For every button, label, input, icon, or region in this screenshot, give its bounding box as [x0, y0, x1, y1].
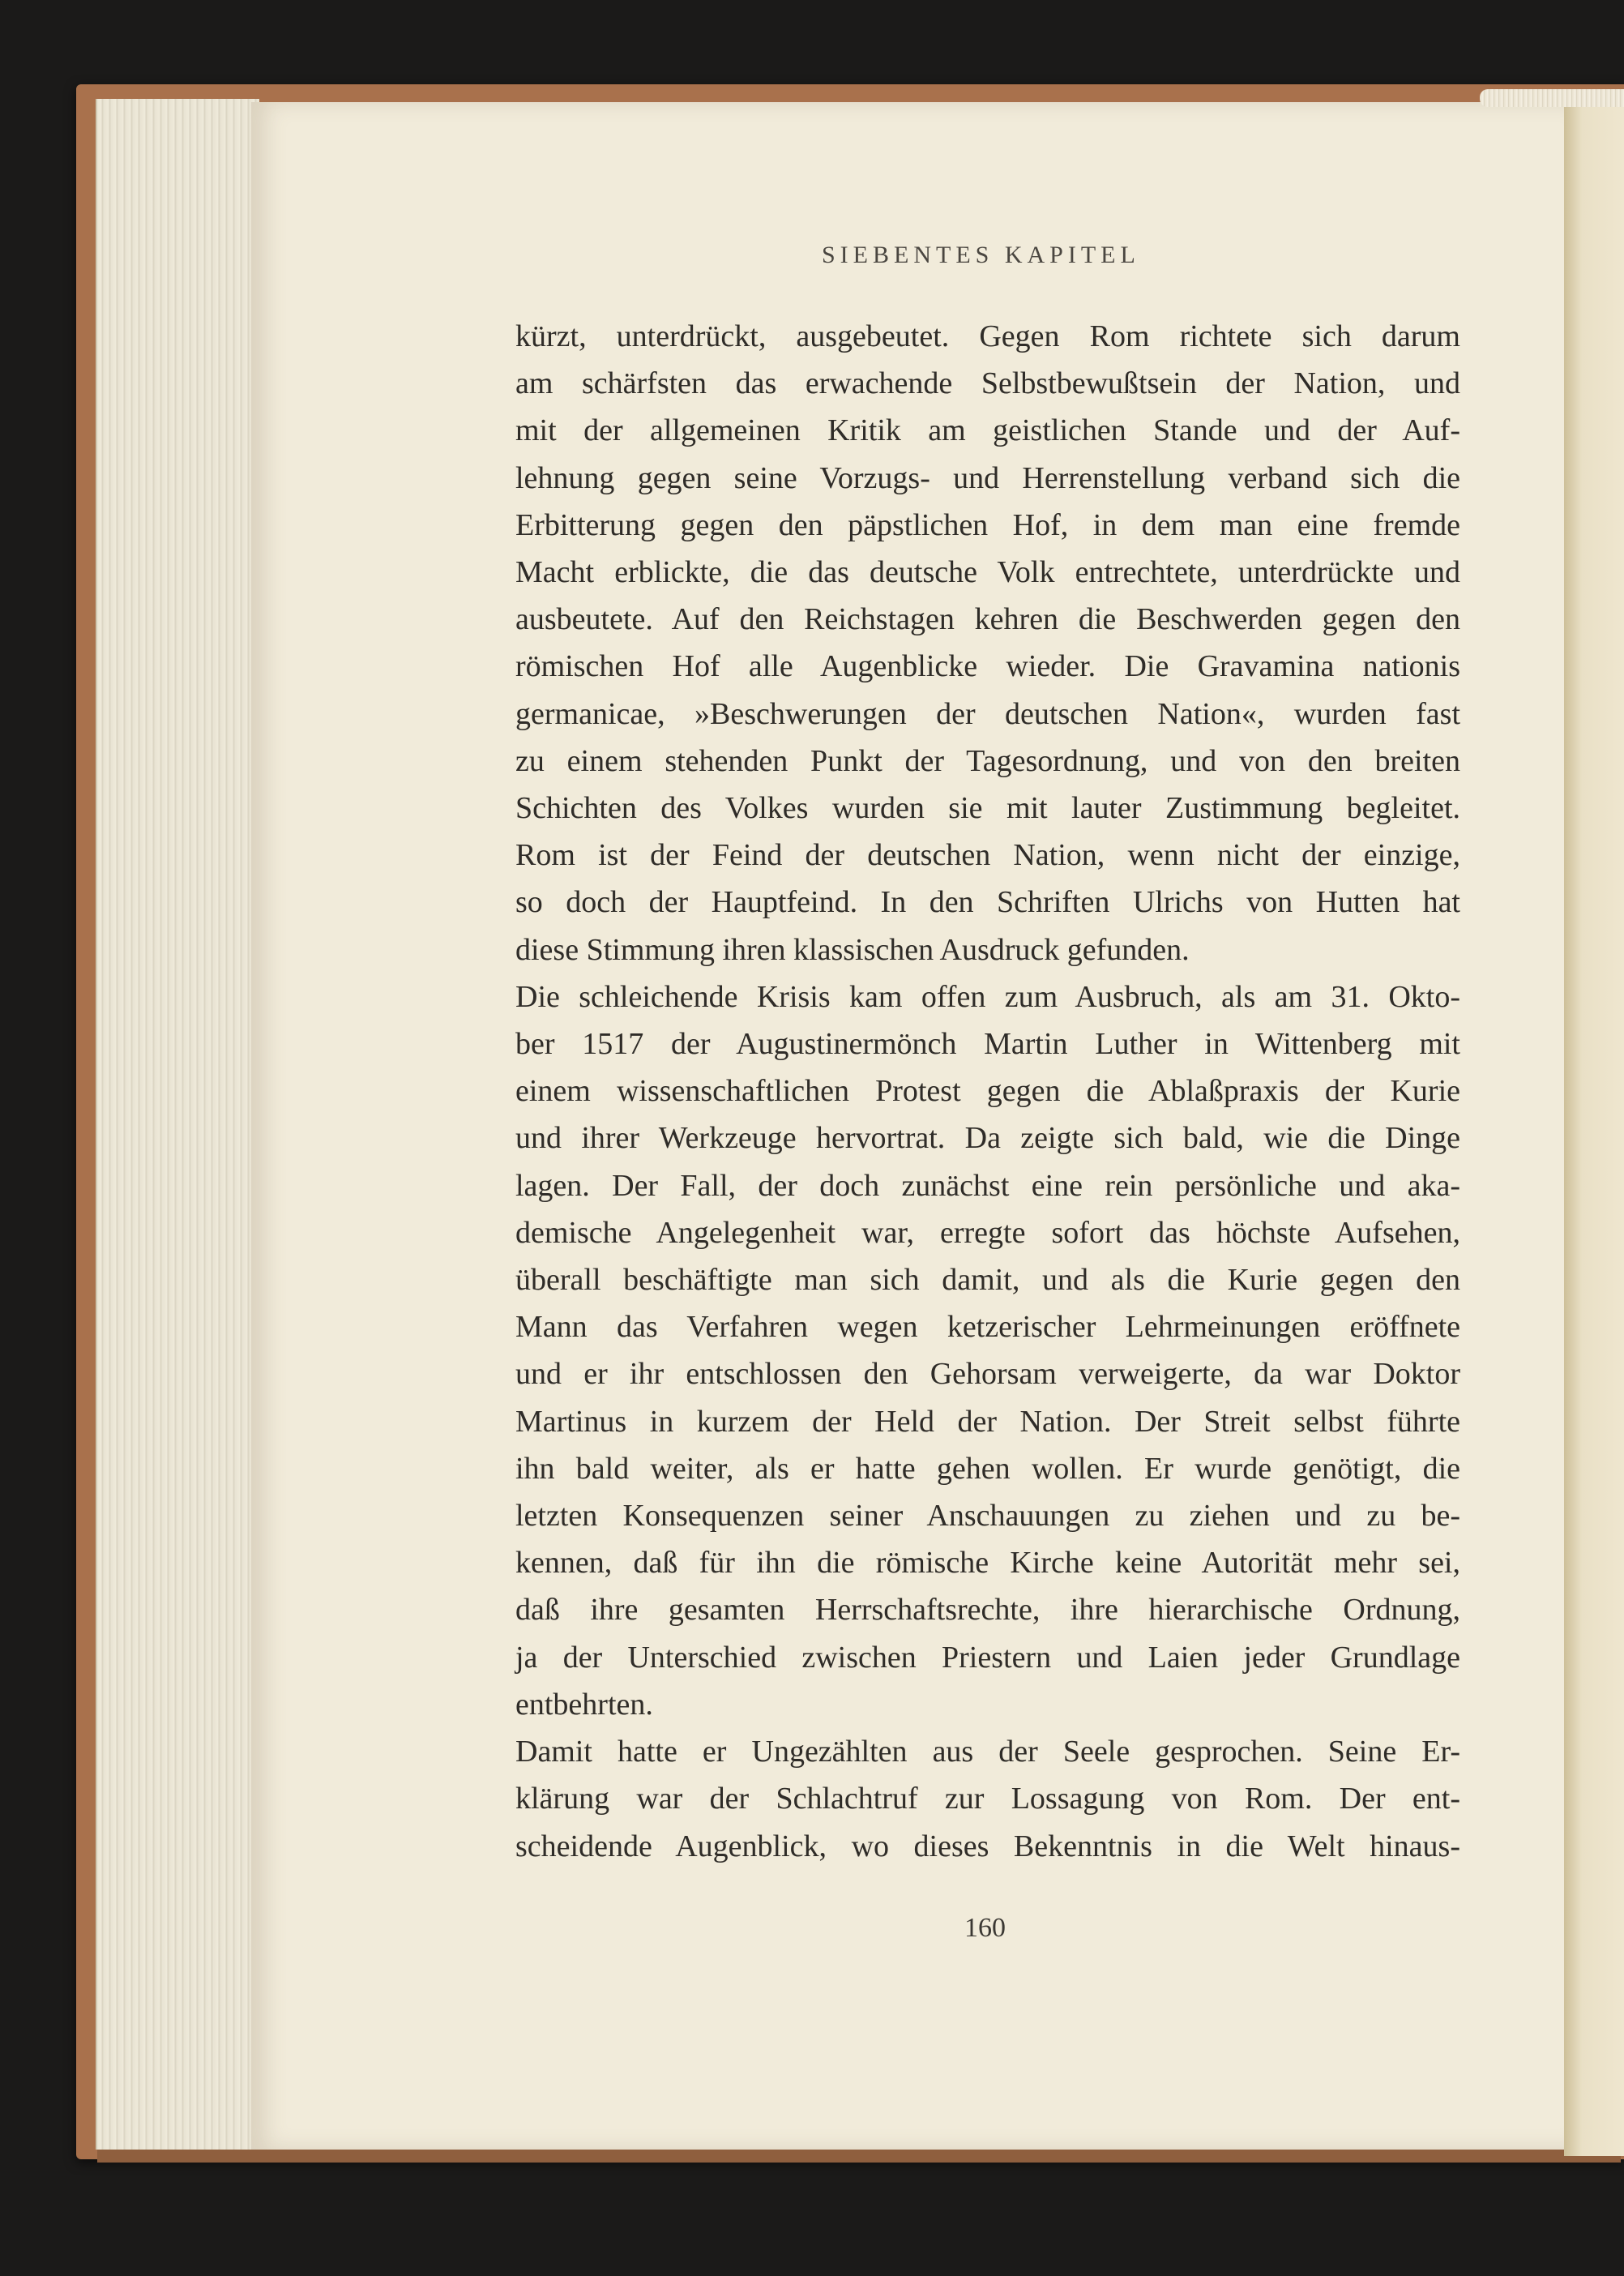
text-line: entbehrten. — [515, 1687, 653, 1722]
text-line: letzten Konsequenzen seiner Anschauungen zu ziehen und zu be- — [515, 1499, 1460, 1534]
text-line: demische Angelegenheit war, erregte sofort das höchste Aufsehen, — [515, 1215, 1460, 1250]
text-line: ausbeutete. Auf den Reichstagen kehren die Beschwerden gegen den — [515, 602, 1460, 637]
text-line: am schärfsten das erwachende Selbstbewußtsein der Nation, und — [515, 366, 1460, 401]
page-number: 160 — [964, 1913, 1006, 1943]
text-line: Damit hatte er Ungezählten aus der Seele gesprochen. Seine Er- — [515, 1735, 1460, 1769]
text-line: mit der allgemeinen Kritik am geistlichen Stande und der Auf- — [515, 413, 1460, 448]
text-line: kürzt, unterdrückt, ausgebeutet. Gegen Rom richtete sich darum — [515, 319, 1460, 353]
text-line: scheidende Augenblick, wo dieses Bekenntnis in die Welt hinaus- — [515, 1829, 1460, 1863]
text-line: Martinus in kurzem der Held der Nation. Der Streit selbst führte — [515, 1404, 1460, 1439]
running-head: SIEBENTES KAPITEL — [822, 242, 1140, 268]
paragraph — [515, 1728, 1460, 1870]
text-line: Macht erblickte, die das deutsche Volk entrechtete, unterdrückte und — [515, 555, 1460, 590]
text-line: diese Stimmung ihren klassischen Ausdruck gefunden. — [515, 932, 1190, 967]
text-line: einem wissenschaftlichen Protest gegen die Ablaßpraxis der Kurie — [515, 1074, 1460, 1109]
text-line: daß ihre gesamten Herrschaftsrechte, ihre hierarchische Ordnung, — [515, 1593, 1460, 1628]
text-line: kennen, daß für ihn die römische Kirche keine Autorität mehr sei, — [515, 1546, 1460, 1581]
text-line: lagen. Der Fall, der doch zunächst eine rein persönliche und aka- — [515, 1168, 1460, 1203]
paragraph — [515, 313, 1460, 973]
text-line: Erbitterung gegen den päpstlichen Hof, in dem man eine fremde — [515, 507, 1460, 542]
page-edges — [96, 99, 259, 2150]
bookmark-ribbon — [1480, 89, 1624, 107]
text-line: ihn bald weiter, als er hatte gehen wollen. Er wurde genötigt, die — [515, 1451, 1460, 1486]
book-gutter — [1564, 97, 1624, 2156]
text-line: Schichten des Volkes wurden sie mit lauter Zustimmung begleitet. — [515, 791, 1460, 826]
text-line: und er ihr entschlossen den Gehorsam verweigerte, da war Doktor — [515, 1357, 1460, 1392]
text-line: ja der Unterschied zwischen Priestern und Laien jeder Grundlage — [515, 1640, 1460, 1675]
text-line: zu einem stehenden Punkt der Tagesordnung, und von den breiten — [515, 743, 1460, 778]
text-line: klärung war der Schlachtruf zur Lossagung von Rom. Der ent- — [515, 1782, 1460, 1816]
text-line: römischen Hof alle Augenblicke wieder. Die Gravamina nationis — [515, 649, 1460, 684]
body-text — [515, 313, 1460, 1870]
text-line: ber 1517 der Augustinermönch Martin Luther in Wittenberg mit — [515, 1027, 1460, 1062]
paragraph — [515, 973, 1460, 1728]
text-line: Rom ist der Feind der deutschen Nation, wenn nicht der einzige, — [515, 838, 1460, 873]
text-line: Mann das Verfahren wegen ketzerischer Lehrmeinungen eröffnete — [515, 1310, 1460, 1345]
text-line: und ihrer Werkzeuge hervortrat. Da zeigte sich bald, wie die Dinge — [515, 1121, 1460, 1156]
text-line: germanicae, »Beschwerungen der deutschen Nation«, wurden fast — [515, 696, 1460, 731]
text-line: überall beschäftigte man sich damit, und als die Kurie gegen den — [515, 1263, 1460, 1298]
text-line: so doch der Hauptfeind. In den Schriften Ulrichs von Hutten hat — [515, 885, 1460, 920]
text-line: Die schleichende Krisis kam offen zum Ausbruch, als am 31. Okto- — [515, 979, 1460, 1014]
text-line: lehnung gegen seine Vorzugs- und Herrenstellung verband sich die — [515, 460, 1460, 495]
